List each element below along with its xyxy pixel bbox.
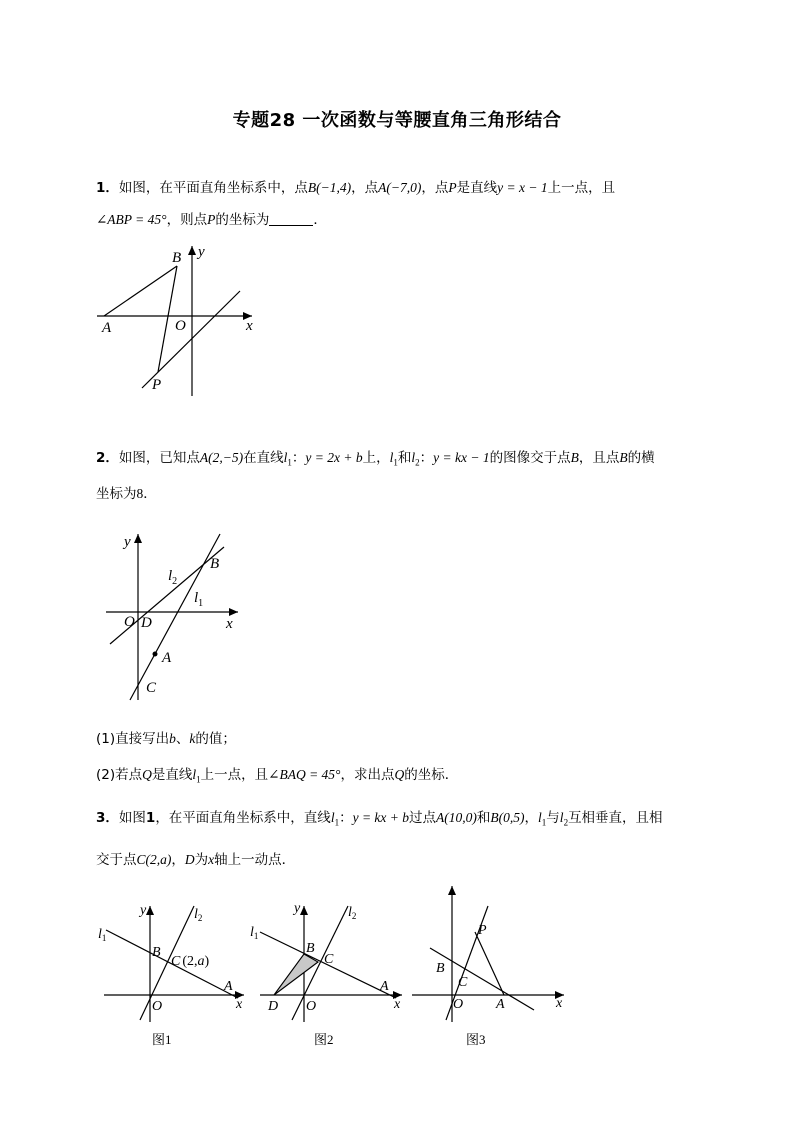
label-b: B [210,556,220,572]
label-y: y [294,901,301,916]
label-d: D [141,615,152,631]
y-axis-arrow [146,906,154,915]
label-y: y [124,534,131,550]
q1-line1 [96,178,615,198]
q2-var-k: k [189,731,196,746]
q3-figure-1 [94,898,250,1026]
label-l1: $l_1$ [194,590,204,609]
q2-text: ： [419,450,434,466]
q2-text: 在直线 [243,450,284,466]
q2-point-q: Q [394,767,405,782]
q1-number: 1． [96,180,119,196]
q1-text: 的坐标为 [215,212,270,228]
q2-text: 上， [362,450,390,466]
q3-text: ， [524,810,539,826]
q2-number: 2． [96,450,119,466]
q3-text: ： [339,810,353,826]
q2-point-b: B [619,450,628,465]
q1-text: ，点 [351,180,379,196]
q2-l1-sub: 1 [287,457,292,468]
q2-line2 [96,484,157,504]
label-d: D [268,999,279,1014]
q1-text: 是直线 [456,180,498,196]
q2-l1-sub: 1 [196,774,201,785]
label-a: A [380,979,389,994]
q3-l2: l [559,810,564,825]
y-axis-arrow [448,886,456,895]
q1-text: ，点 [421,180,449,196]
q1-text: ． [313,212,327,228]
q2-text: 上一点，且 [200,767,269,783]
fig3-caption: 图3 [466,1032,486,1047]
q1-point-b: B(−1,4) [307,180,352,195]
label-b: B [172,250,182,266]
q1-point-p: P [448,180,457,195]
shaded-triangle-dbc [274,954,318,995]
label-o: O [124,614,135,630]
q3-point-c: C(2,a) [136,852,172,867]
q3-text: 如图 [118,810,146,826]
segment-ab [104,266,177,316]
q3-text: 交于点 [96,852,137,868]
q3-point-b: B(0,5) [490,810,525,825]
label-p: P [478,923,487,938]
q2-point-b: B [570,450,579,465]
q1-text: 如图，在平面直角坐标系中，点 [118,180,308,196]
q2-l1: l [192,767,197,782]
y-axis-arrow [300,906,308,915]
page-title: 专题28 一次函数与等腰直角三角形结合 [232,110,562,131]
label-b: B [306,941,315,956]
q1-text: ，则点 [166,212,208,228]
y-axis-arrow [134,534,142,543]
q3-l2-sub: 2 [563,817,569,828]
q2-l1: l [283,450,288,465]
label-x: x [236,997,243,1012]
label-o: O [175,318,186,334]
q3-l1: l [330,810,335,825]
q3-l1: l [538,810,542,825]
q2-text: 的图像交于点 [489,450,571,466]
q3-text: 过点 [409,810,437,826]
q2-var-b: b [169,731,176,746]
q2-text: 坐标为 [96,486,137,502]
q2-angle: ∠BAQ = 45° [268,767,341,782]
label-x: x [246,318,253,334]
q1-angle: ∠ABP = 45° [96,212,167,227]
q2-l2: l [411,450,416,465]
q3-number: 3． [96,810,119,826]
q3-text: 和 [476,810,491,826]
label-l2: $l_2$ [194,907,203,923]
label-x: x [556,996,563,1011]
answer-blank [269,211,313,226]
q3-point-d: D [184,852,195,867]
q2-text: 的坐标． [404,767,459,783]
q3-text: 与 [546,810,560,826]
line-y-x-1 [142,291,240,388]
label-c-coord: C (2,a) [171,954,210,969]
q2-figure [100,526,250,706]
q3-text: ，在平面直角坐标系中，直线 [155,810,331,826]
q1-line2 [96,210,327,230]
q2-text: 如图，已知点 [118,450,200,466]
q2-eq2: y = kx − 1 [433,450,490,465]
q1-figure [90,236,270,401]
q2-text: (1)直接写出 [96,731,170,747]
label-l2: $l_2$ [348,905,357,921]
q2-value-8: 8 [136,486,144,501]
label-o: O [306,999,317,1014]
q2-text: (2)若点 [96,767,143,783]
x-axis-arrow [229,608,238,616]
q2-text: ． [143,486,157,502]
q2-line1 [96,448,655,473]
label-l1: $l_1$ [250,925,259,941]
q3-text: 轴上一动点． [214,852,296,868]
q3-l1-sub: 1 [334,817,340,828]
q2-part-2 [96,765,458,790]
q2-text: ： [291,450,306,466]
q2-text: 是直线 [151,767,193,783]
label-c: C [324,952,334,967]
q1-point-a: A(−7,0) [378,180,422,195]
label-b: B [152,945,161,960]
label-l2: $l_2$ [168,568,178,587]
label-c: C [458,975,468,990]
q3-point-a: A(10,0) [436,810,477,825]
q2-part-1 [96,729,236,749]
label-a: A [102,320,112,336]
q3-text: ， [171,852,185,868]
label-x: x [226,616,233,632]
label-a: A [224,979,233,994]
label-x: x [394,997,401,1012]
q3-l1-sub: 1 [541,817,547,828]
fig1-caption: 图1 [152,1032,172,1047]
q3-line1 [96,808,663,833]
q2-point-a: A(2,−5) [199,450,244,465]
q3-text: 为 [194,852,209,868]
q1-text: 上一点，且 [547,180,616,196]
line-ab [430,948,534,1010]
q3-fig-ref: 1 [145,810,156,826]
label-c: C [146,680,157,696]
label-y: y [198,244,205,260]
q2-text: 的值； [195,731,236,747]
fig2-caption: 图2 [314,1032,334,1047]
label-o: O [152,999,163,1014]
y-axis-arrow [188,246,196,255]
label-a: A [162,650,172,666]
q2-text: ，求出点 [340,767,395,783]
q2-text: ，且点 [578,450,620,466]
q2-eq1: y = 2x + b [305,450,363,465]
q1-line-eq: y = x − 1 [497,180,548,195]
q3-text: 互相垂直，且相 [568,810,663,826]
segment-pa [475,932,504,995]
point-a-dot [153,652,158,657]
q2-text: 、 [175,731,190,747]
label-o: O [453,997,464,1012]
q2-l2-sub: 2 [415,457,420,468]
q1-point-p: P [207,212,216,227]
label-p: P [152,377,162,393]
q3-var-x: x [208,852,215,867]
q2-l1: l [389,450,394,465]
q3-line2 [96,850,295,870]
q2-l1-sub: 1 [393,457,398,468]
label-a: A [496,997,505,1012]
q3-eq: y = kx + b [352,810,410,825]
q2-point-q: Q [142,767,152,782]
q2-text: 的横 [627,450,655,466]
label-b: B [436,961,445,976]
q2-text: 和 [397,450,412,466]
q3-figure-3 [408,880,574,1026]
label-l1: $l_1$ [98,927,107,943]
label-y: y [140,903,147,918]
q3-figure-2 [244,898,408,1026]
